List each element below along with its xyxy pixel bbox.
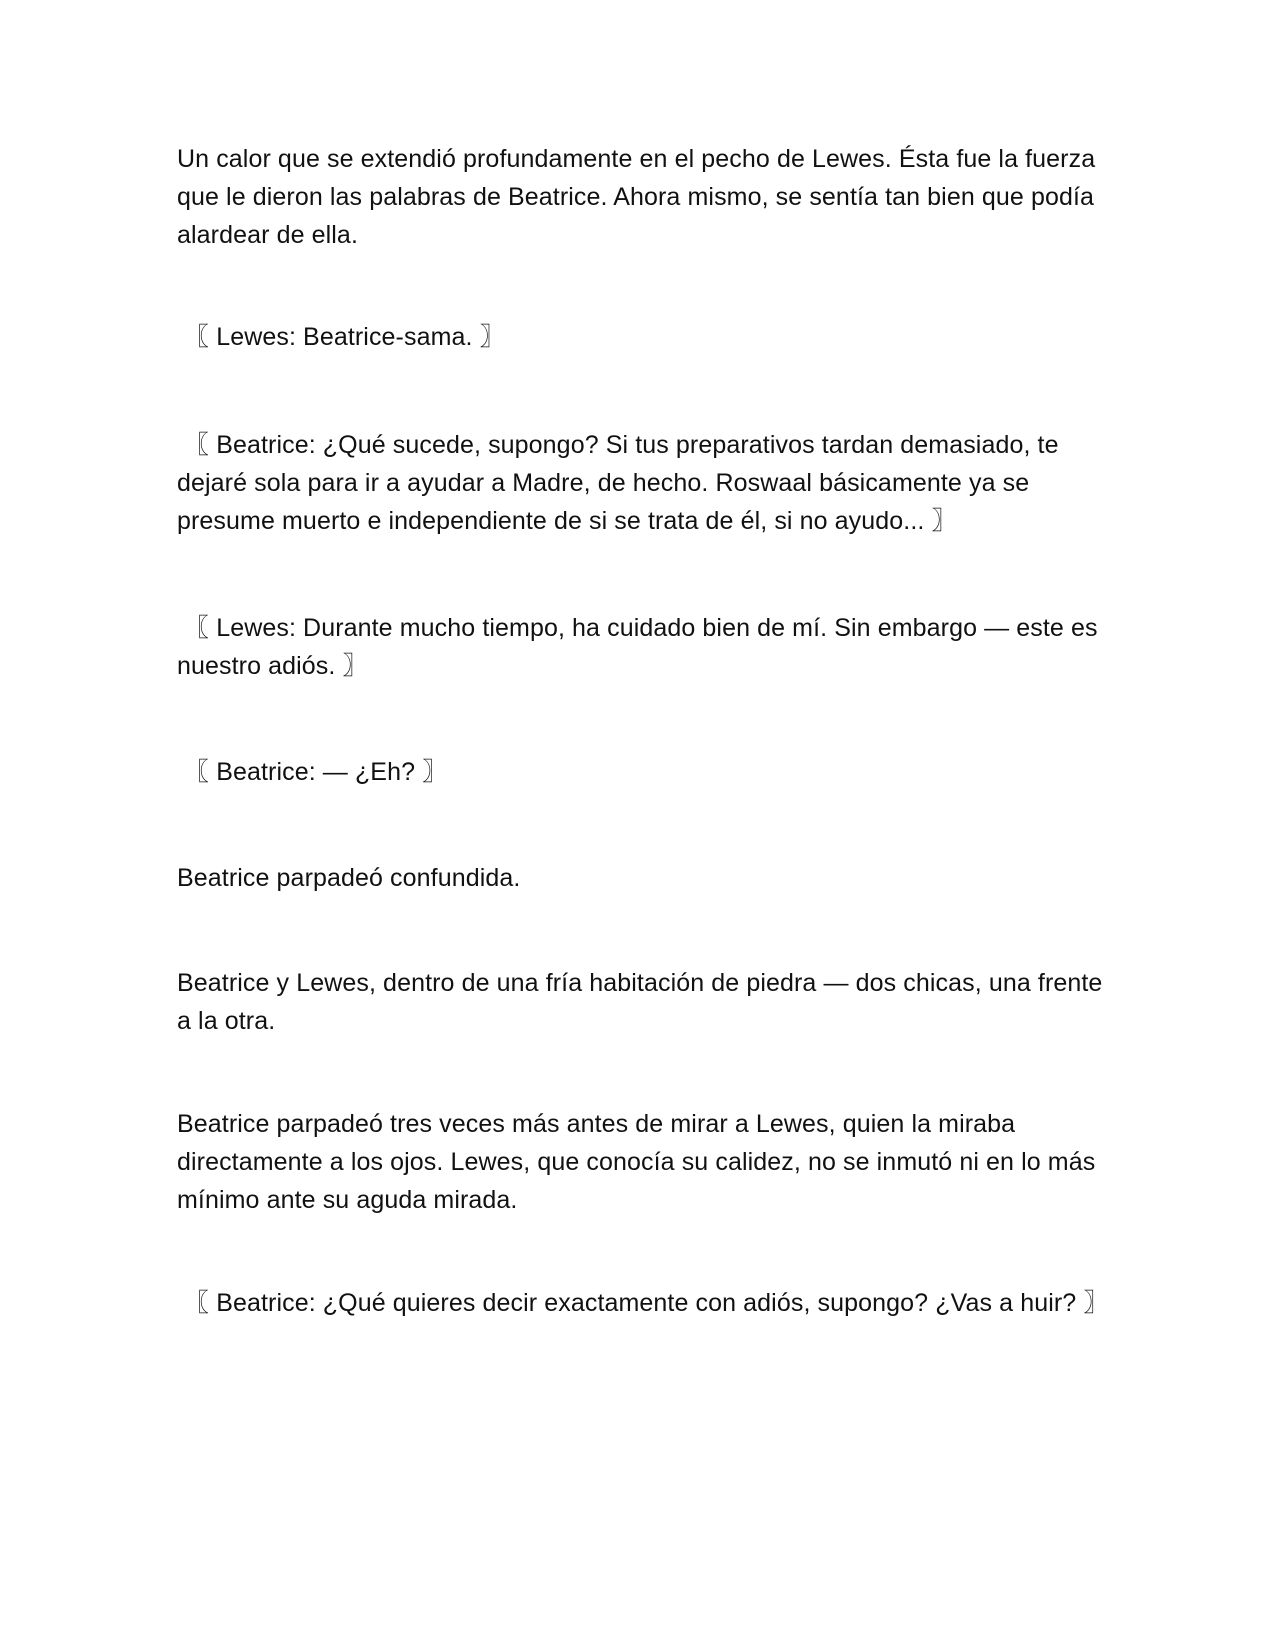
paragraph-blink-confused: Beatrice parpadeó confundida.: [177, 864, 521, 892]
dialogue-lewes-goodbye: 〖 Lewes: Durante mucho tiempo, ha cuidado bien de mí. Sin embargo — este es nuestro adiós. 〗: [177, 614, 1098, 680]
dialogue-lewes-call: 〖 Lewes: Beatrice-sama. 〗: [177, 323, 505, 351]
paragraph-stone-room: Beatrice y Lewes, dentro de una fría habitación de piedra — dos chicas, una frente a la otra.: [177, 969, 1103, 1035]
dialogue-beatrice-question: 〖 Beatrice: ¿Qué sucede, supongo? Si tus preparativos tardan demasiado, te dejaré sola para ir a ayudar a Madre, de hecho. Roswaal básicamente ya se presume muerto e independiente de si se trata de él, si no ayudo... 〗: [177, 431, 1059, 535]
dialogue-beatrice-flee: 〖 Beatrice: ¿Qué quieres decir exactamente con adiós, supongo? ¿Vas a huir? 〗: [177, 1289, 1109, 1317]
dialogue-beatrice-eh: 〖 Beatrice: — ¿Eh? 〗: [177, 758, 448, 786]
paragraph-three-blinks: Beatrice parpadeó tres veces más antes de mirar a Lewes, quien la miraba directamente a los ojos. Lewes, que conocía su calidez, no se inmutó ni en lo más mínimo ante su aguda mirada.: [177, 1110, 1096, 1214]
paragraph-warmth: Un calor que se extendió profundamente en el pecho de Lewes. Ésta fue la fuerza que le dieron las palabras de Beatrice. Ahora mismo, se sentía tan bien que podía alardear de ella.: [177, 145, 1096, 249]
